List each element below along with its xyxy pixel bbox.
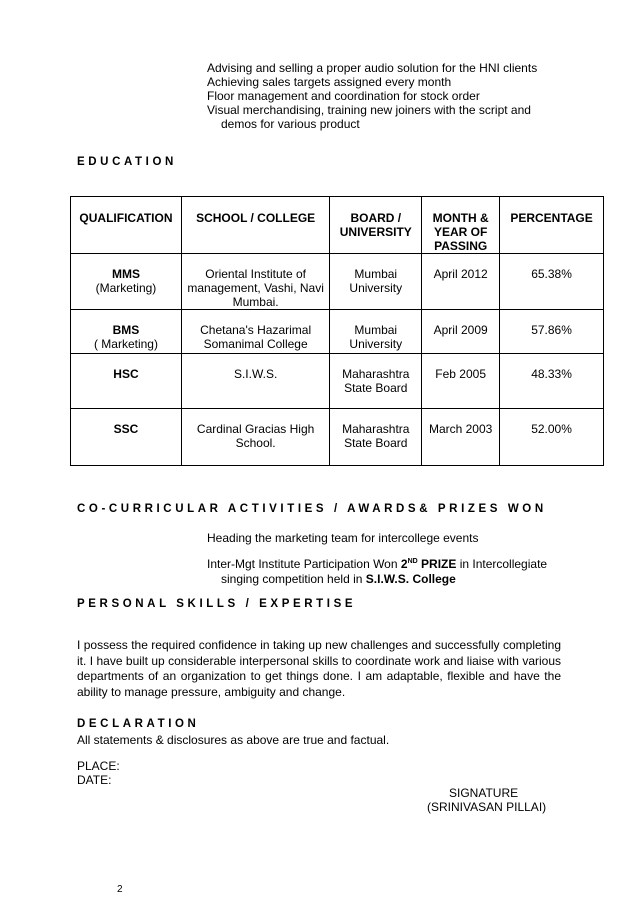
table-row [71,254,604,310]
table-row [71,354,604,409]
percentage: 48.33% [500,354,604,409]
table-row [71,409,604,466]
cocurricular-item-2: Inter-Mgt Institute Participation Won 2ND PRIZE in Intercollegiate [207,557,548,571]
qualification-sub: ( Marketing) [93,337,158,351]
experience-bullet-1: Advising and selling a proper audio solution for the HNI clients [207,61,538,75]
cocurricular-heading: CO-CURRICULAR ACTIVITIES / AWARDS& PRIZES WON [77,503,547,515]
header-percentage: PERCENTAGE [500,197,604,254]
cocurricular-item-2-cont: singing competition held in S.I.W.S. College [221,572,456,586]
passing-date: Feb 2005 [422,354,500,409]
header-board: BOARD / UNIVERSITY [330,197,422,254]
qualification-sub: (Marketing) [95,281,157,295]
declaration-heading: DECLARATION [77,718,200,730]
qualification: SSC [113,422,139,436]
passing-date: April 2012 [422,254,500,310]
experience-bullet-2: Achieving sales targets assigned every month [207,75,452,89]
education-table [70,196,604,466]
education-heading: EDUCATION [77,156,177,168]
school: Oriental Institute of management, Vashi, Navi Mumbai. [181,254,329,310]
experience-bullet-4-cont: demos for various product [221,117,360,131]
header-school: SCHOOL / COLLEGE [181,197,329,254]
table-row [71,310,604,354]
table-header-row [71,197,604,254]
percentage: 52.00% [500,409,604,466]
experience-bullet-4: Visual merchandising, training new joiners with the script and [207,103,531,117]
experience-bullet-3: Floor management and coordination for stock order [207,89,480,103]
cocurricular-item-1: Heading the marketing team for intercollege events [207,531,479,545]
skills-heading: PERSONAL SKILLS / EXPERTISE [77,598,357,610]
school: S.I.W.S. [181,354,329,409]
school: Chetana's Hazarimal Somanimal College [181,310,329,354]
board: Maharashtra State Board [330,409,422,466]
percentage: 65.38% [500,254,604,310]
percentage: 57.86% [500,310,604,354]
qualification: MMS [111,267,140,281]
passing-date: April 2009 [422,310,500,354]
board: Maharashtra State Board [330,354,422,409]
board: Mumbai University [330,310,422,354]
skills-paragraph: I possess the required confidence in taking up new challenges and successfully completing it. I have built up considerable interpersonal skills to coordinate work and liaise with various departments of an organization to get things done. I am adaptable, flexible and have the ability to manage pressure, ambiguity and change. [77,638,561,699]
board: Mumbai University [330,254,422,310]
school: Cardinal Gracias High School. [181,409,329,466]
header-qualification: QUALIFICATION [71,197,182,254]
header-year: MONTH & YEAR OF PASSING [422,197,500,254]
place-label: PLACE: [77,759,120,773]
signature-label: SIGNATURE [449,786,519,800]
qualification: BMS [112,323,140,337]
qualification: HSC [113,367,139,381]
page-number: 2 [117,884,123,895]
date-label: DATE: [77,773,112,787]
passing-date: March 2003 [422,409,500,466]
declaration-text: All statements & disclosures as above are true and factual. [77,733,390,747]
signatory-name: (SRINIVASAN PILLAI) [427,800,547,814]
